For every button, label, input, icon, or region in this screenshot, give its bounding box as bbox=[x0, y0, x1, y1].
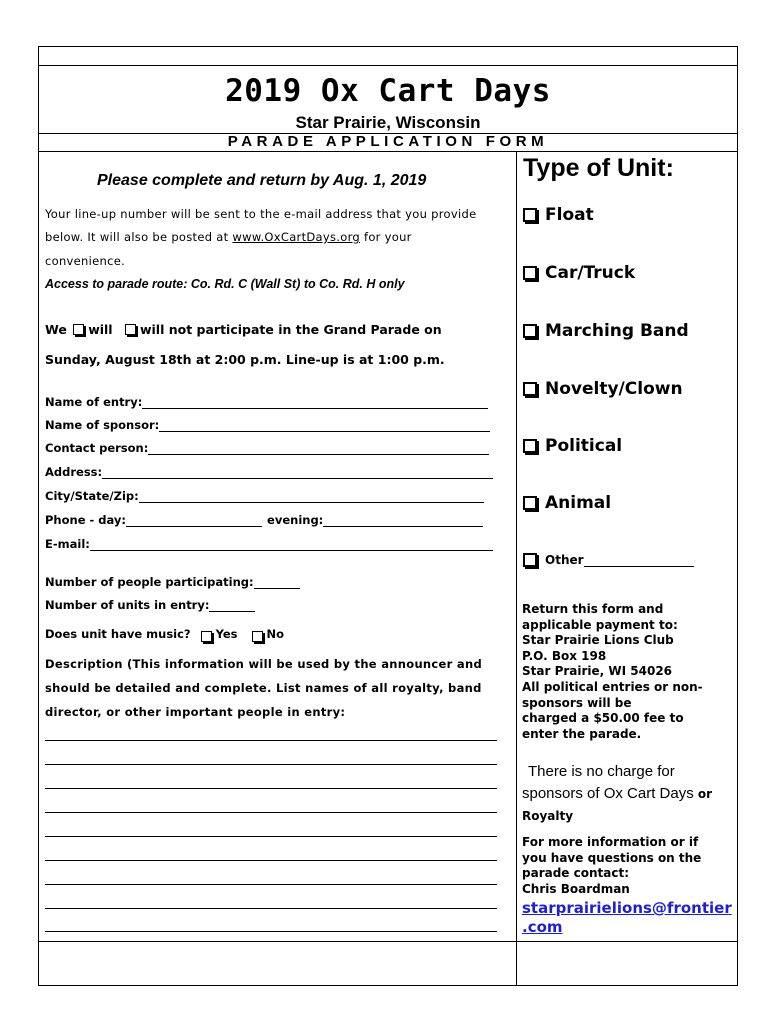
will-checkbox[interactable] bbox=[73, 324, 84, 335]
contact-email-link[interactable] bbox=[522, 899, 732, 937]
city-state-zip-input[interactable] bbox=[139, 489, 484, 503]
address-input[interactable] bbox=[102, 465, 493, 479]
return-line: sponsors will be bbox=[522, 695, 632, 710]
marching-band-checkbox[interactable] bbox=[523, 324, 537, 338]
return-line: Return this form and bbox=[522, 602, 664, 616]
entry-name-field[interactable] bbox=[45, 395, 488, 409]
intro-line-1: Your line-up number will be sent to the e-mail address that you provide bbox=[45, 207, 477, 221]
return-line: All political entries or non- bbox=[522, 679, 703, 694]
contact-line: you have questions on the bbox=[522, 850, 702, 865]
email-part[interactable]: starprairielions@frontier bbox=[522, 899, 732, 917]
return-line: enter the parade. bbox=[522, 726, 642, 741]
contact-line: Chris Boardman bbox=[522, 881, 630, 896]
form-name: PARADE APPLICATION FORM bbox=[227, 133, 549, 150]
contact-person-input[interactable] bbox=[148, 441, 489, 455]
unit-type-heading: Type of Unit: bbox=[523, 154, 674, 182]
intro-line-3: convenience. bbox=[45, 254, 126, 268]
bottom-divider bbox=[39, 941, 737, 942]
intro-text-end: for your bbox=[360, 230, 412, 244]
unit-count-label: Number of units in entry: bbox=[45, 598, 210, 612]
column-divider bbox=[516, 151, 517, 986]
contact-person-label: Contact person: bbox=[45, 441, 149, 455]
description-write-line[interactable] bbox=[45, 764, 497, 765]
unit-option-float[interactable] bbox=[523, 205, 594, 225]
phone-evening-label: evening: bbox=[267, 513, 324, 527]
return-line: charged a $50.00 fee to bbox=[522, 711, 684, 726]
intro-text: below. It will also be posted at bbox=[45, 230, 233, 244]
entry-name-label: Name of entry: bbox=[45, 395, 143, 409]
political-label: Political bbox=[545, 436, 623, 456]
animal-checkbox[interactable] bbox=[523, 496, 537, 510]
email-label: E-mail: bbox=[45, 537, 90, 551]
website-link[interactable]: www.OxCartDays.org bbox=[232, 230, 361, 244]
due-date-notice: Please complete and return by Aug. 1, 2019 bbox=[97, 172, 427, 189]
unit-count-field[interactable] bbox=[45, 598, 255, 612]
description-write-line[interactable] bbox=[45, 836, 497, 837]
music-yes-label: Yes bbox=[215, 627, 238, 641]
unit-option-animal[interactable] bbox=[523, 493, 611, 513]
return-line: P.O. Box 198 bbox=[522, 648, 607, 663]
music-no-label: No bbox=[266, 627, 285, 641]
sponsor-name-field[interactable] bbox=[45, 418, 490, 432]
no-charge-notice bbox=[522, 761, 713, 827]
float-label: Float bbox=[545, 205, 594, 225]
contact-line: For more information or if bbox=[522, 835, 699, 849]
description-line-3: director, or other important people in entry: bbox=[45, 705, 346, 719]
no-charge-line bbox=[522, 783, 712, 805]
city-state-zip-field[interactable] bbox=[45, 489, 484, 503]
will-label: will bbox=[88, 322, 113, 337]
unit-option-political[interactable] bbox=[523, 436, 622, 456]
participation-line-1 bbox=[45, 322, 442, 337]
application-form bbox=[38, 46, 738, 986]
will-not-checkbox[interactable] bbox=[125, 324, 136, 335]
contact-person-field[interactable] bbox=[45, 441, 489, 455]
sponsor-name-label: Name of sponsor: bbox=[45, 418, 160, 432]
unit-count-input[interactable] bbox=[209, 598, 255, 612]
return-instructions bbox=[522, 602, 703, 742]
entry-name-input[interactable] bbox=[142, 395, 488, 409]
other-label: Other bbox=[545, 552, 584, 567]
no-charge-or: or bbox=[697, 787, 713, 801]
float-checkbox[interactable] bbox=[523, 208, 537, 222]
phone-evening-input[interactable] bbox=[323, 513, 483, 527]
unit-option-marching-band[interactable] bbox=[523, 321, 689, 341]
phone-day-input[interactable] bbox=[126, 513, 262, 527]
no-charge-text: sponsors of Ox Cart Days bbox=[522, 785, 694, 802]
address-label: Address: bbox=[45, 465, 103, 479]
return-line: applicable payment to: bbox=[522, 617, 678, 632]
unit-option-novelty-clown[interactable] bbox=[523, 379, 683, 399]
sponsor-name-input[interactable] bbox=[159, 418, 490, 432]
description-write-line[interactable] bbox=[45, 860, 497, 861]
contact-info bbox=[522, 835, 701, 897]
top-divider bbox=[39, 65, 737, 66]
novelty-clown-checkbox[interactable] bbox=[523, 382, 537, 396]
marching-band-label: Marching Band bbox=[545, 321, 689, 341]
people-count-label: Number of people participating: bbox=[45, 575, 254, 589]
description-write-line[interactable] bbox=[45, 740, 497, 741]
people-count-field[interactable] bbox=[45, 575, 300, 589]
participation-line-2: Sunday, August 18th at 2:00 p.m. Line-up is at 1:00 p.m. bbox=[45, 352, 445, 367]
animal-label: Animal bbox=[545, 493, 612, 513]
no-charge-line: Royalty bbox=[522, 809, 574, 823]
description-write-line[interactable] bbox=[45, 788, 497, 789]
contact-line: parade contact: bbox=[522, 866, 629, 881]
description-write-line[interactable] bbox=[45, 931, 497, 932]
email-input[interactable] bbox=[90, 537, 493, 551]
other-input[interactable] bbox=[584, 552, 694, 567]
access-notice: Access to parade route: Co. Rd. C (Wall St) to Co. Rd. H only bbox=[45, 277, 405, 291]
novelty-clown-label: Novelty/Clown bbox=[545, 379, 683, 399]
car-truck-checkbox[interactable] bbox=[523, 266, 537, 280]
unit-option-car-truck[interactable] bbox=[523, 263, 635, 283]
car-truck-label: Car/Truck bbox=[545, 263, 636, 283]
email-part[interactable]: .com bbox=[522, 918, 563, 936]
description-write-line[interactable] bbox=[45, 812, 497, 813]
return-line: Star Prairie, WI 54026 bbox=[522, 664, 673, 679]
return-line: Star Prairie Lions Club bbox=[522, 633, 674, 648]
description-write-line[interactable] bbox=[45, 908, 497, 909]
no-charge-line: There is no charge for bbox=[528, 763, 675, 780]
music-question bbox=[45, 627, 284, 641]
political-checkbox[interactable] bbox=[523, 439, 537, 453]
we-label: We bbox=[45, 322, 67, 337]
intro-line-2 bbox=[45, 230, 412, 244]
phone-day-label: Phone - day: bbox=[45, 513, 127, 527]
header-divider bbox=[39, 151, 737, 152]
music-no-checkbox[interactable] bbox=[252, 631, 263, 642]
city-state-zip-label: City/State/Zip: bbox=[45, 489, 139, 503]
location-subtitle: Star Prairie, Wisconsin bbox=[295, 113, 481, 132]
music-label: Does unit have music? bbox=[45, 627, 191, 641]
description-write-line[interactable] bbox=[45, 884, 497, 885]
email-field[interactable] bbox=[45, 537, 493, 551]
people-count-input[interactable] bbox=[254, 575, 300, 589]
other-checkbox[interactable] bbox=[523, 553, 537, 567]
description-line-2: should be detailed and complete. List names of all royalty, band bbox=[45, 681, 482, 695]
will-not-label: will not participate in the Grand Parade on bbox=[139, 322, 442, 337]
page-title: 2019 Ox Cart Days bbox=[225, 73, 551, 109]
address-field[interactable] bbox=[45, 465, 493, 479]
unit-option-other[interactable] bbox=[523, 552, 694, 567]
description-line-1: Description (This information will be used by the announcer and bbox=[45, 657, 482, 671]
phone-field[interactable] bbox=[45, 513, 483, 527]
music-yes-checkbox[interactable] bbox=[201, 631, 212, 642]
